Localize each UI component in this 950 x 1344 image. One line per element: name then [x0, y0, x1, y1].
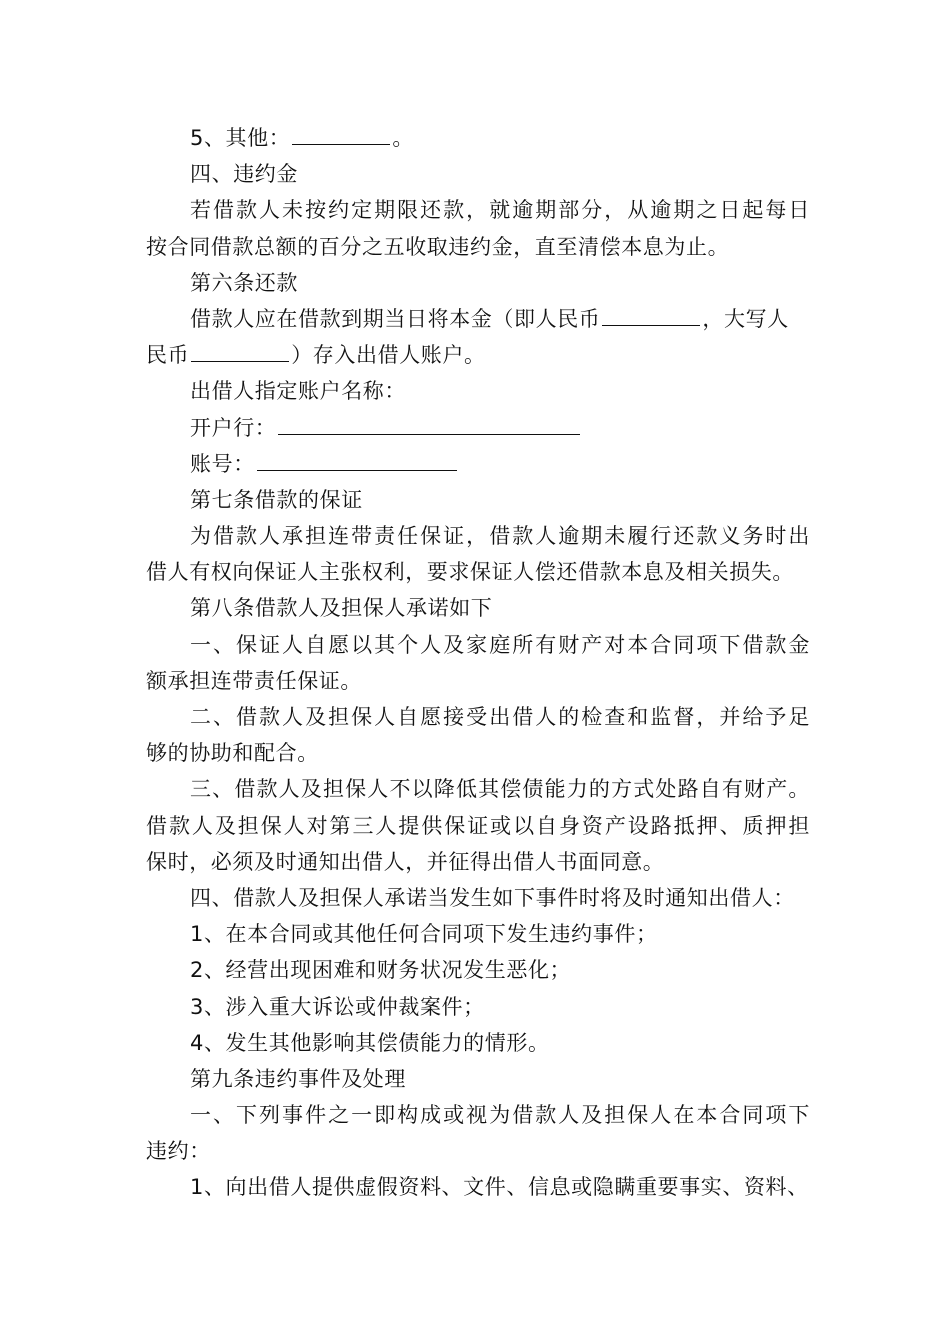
paragraph-line: 二、借款人及担保人自愿接受出借人的检查和监督，并给予足: [190, 705, 810, 729]
paragraph-line: 一、保证人自愿以其个人及家庭所有财产对本合同项下借款金: [190, 632, 810, 657]
heading-article-8: 第八条借款人及担保人承诺如下: [190, 596, 493, 621]
currency-label: 民币: [146, 343, 190, 368]
paragraph-line: [146, 301, 810, 337]
list-item: 2、经营出现困难和财务状况发生恶化；: [190, 958, 572, 983]
blank-other: [292, 124, 390, 145]
deposit-text: ）存入出借人账户。: [291, 343, 486, 368]
paragraph-line: 够的协助和配合。: [146, 741, 319, 766]
paragraph-line: 四、借款人及担保人承诺当发生如下事件时将及时通知出借人：: [190, 885, 795, 910]
list-item: 1、向出借人提供虚假资料、文件、信息或隐瞒重要事实、资料、: [190, 1175, 809, 1200]
blank-bank: [278, 414, 580, 435]
list-item: 3、涉入重大诉讼或仲裁案件；: [190, 994, 485, 1019]
account-name-label: 出借人指定账户名称：: [190, 379, 406, 404]
heading-article-7: 第七条借款的保证: [190, 487, 363, 512]
account-number-line: [146, 446, 810, 482]
list-item: 4、发生其他影响其偿债能力的情形。: [190, 1030, 550, 1055]
paragraph-line: 违约：: [146, 1139, 211, 1164]
paragraph-line: 额承担连带责任保证。: [146, 668, 362, 693]
blank-principal-amount: [602, 305, 700, 326]
account-number-label: 账号：: [190, 451, 255, 476]
document-body: [146, 120, 810, 1206]
paragraph-line: 借人有权向保证人主张权利，要求保证人偿还借款本息及相关损失。: [146, 560, 794, 585]
paragraph-line: [146, 337, 810, 373]
paragraph-line: 若借款人未按约定期限还款，就逾期部分，从逾期之日起每日: [190, 198, 810, 223]
repayment-text-cont: ，大写人: [702, 306, 789, 331]
paragraph-line: 保时，必须及时通知出借人，并征得出借人书面同意。: [146, 849, 665, 874]
paragraph-line: 按合同借款总额的百分之五收取违约金，直至清偿本息为止。: [146, 234, 730, 259]
bank-line: [146, 410, 810, 446]
blank-principal-uppercase: [191, 341, 289, 362]
clause-other: [146, 120, 810, 156]
blank-account-number: [257, 450, 457, 471]
repayment-text: 借款人应在借款到期当日将本金（即人民币: [190, 306, 601, 331]
heading-penalty: 四、违约金: [190, 162, 298, 187]
list-item: 1、在本合同或其他任何合同项下发生违约事件；: [190, 922, 658, 947]
paragraph-line: 一、下列事件之一即构成或视为借款人及担保人在本合同项下: [190, 1103, 810, 1128]
clause-other-end: 。: [392, 126, 414, 150]
paragraph-line: 三、借款人及担保人不以降低其偿债能力的方式处路自有财产。: [190, 777, 810, 802]
heading-article-6: 第六条还款: [190, 270, 298, 295]
bank-label: 开户行：: [190, 415, 277, 440]
heading-article-9: 第九条违约事件及处理: [190, 1066, 406, 1091]
clause-other-label: 5、其他：: [190, 126, 291, 150]
paragraph-line: 借款人及担保人对第三人提供保证或以自身资产设路抵押、质押担: [146, 813, 810, 838]
paragraph-line: 为借款人承担连带责任保证，借款人逾期未履行还款义务时出: [190, 524, 810, 549]
